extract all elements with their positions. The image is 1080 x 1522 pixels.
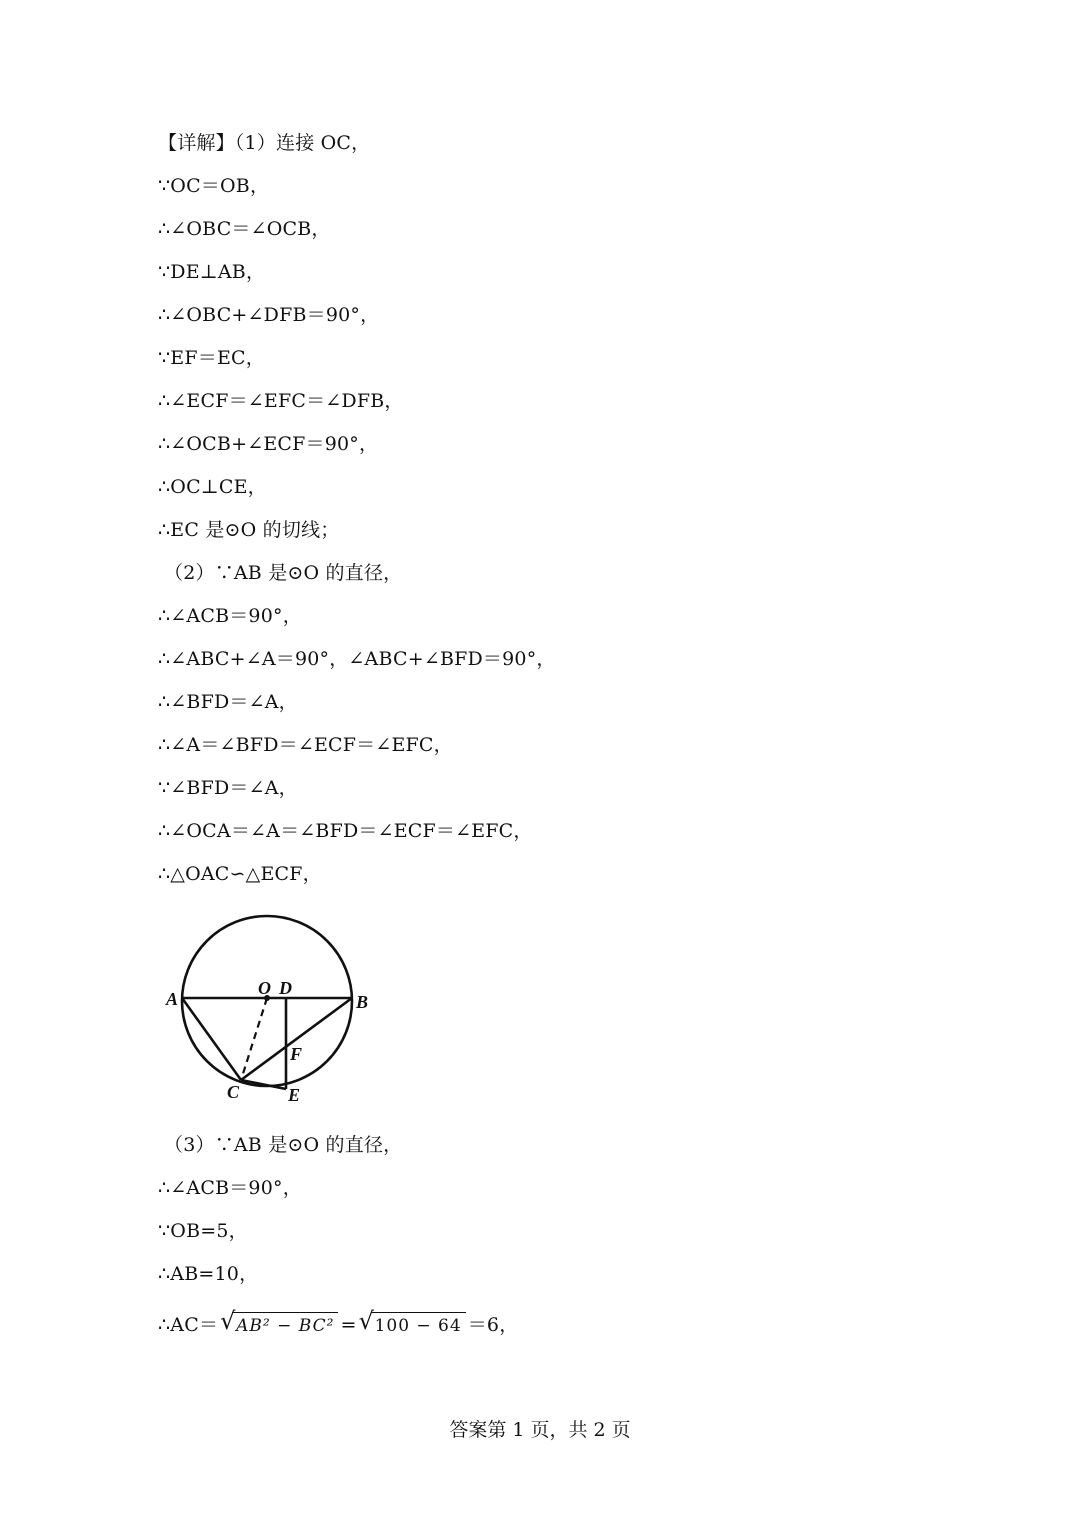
ac-result: ＝6， (467, 1314, 519, 1336)
solution-line-1: 【详解】（1）连接 OC， (158, 132, 371, 154)
geometry-figure (160, 905, 390, 1115)
solution-line-13: ∴∠ABC+∠A＝90°，∠ABC+∠BFD＝90°， (158, 648, 556, 670)
solution-line-4: ∵DE⊥AB， (158, 261, 266, 283)
solution-line-21: ∵OB=5， (158, 1220, 248, 1242)
solution-line-14: ∴∠BFD＝∠A， (158, 691, 298, 713)
radical-sign-icon: √ (358, 1307, 375, 1335)
radicand-2: 100 − 64 (371, 1312, 466, 1339)
solution-line-3: ∴∠OBC＝∠OCB， (158, 218, 331, 240)
solution-line-16: ∵∠BFD＝∠A， (158, 777, 298, 799)
solution-line-9: ∴OC⊥CE， (158, 476, 267, 498)
radical-sign-icon: √ (220, 1307, 236, 1335)
label-a: A (166, 989, 179, 1009)
solution-line-18: ∴△OAC∽△ECF， (158, 863, 322, 885)
segment-cb (241, 998, 352, 1080)
equals-sign: = (340, 1314, 357, 1336)
solution-line-8: ∴∠OCB+∠ECF＝90°， (158, 433, 379, 455)
label-f: F (290, 1044, 303, 1064)
solution-line-2: ∵OC＝OB， (158, 175, 270, 197)
label-c: C (227, 1082, 240, 1102)
solution-line-19: （3）∵AB 是⊙O 的直径， (164, 1134, 403, 1156)
solution-line-7: ∴∠ECF＝∠EFC＝∠DFB， (158, 390, 404, 412)
label-e: E (288, 1085, 301, 1105)
label-b: B (356, 992, 369, 1012)
solution-line-22: ∴AB=10， (158, 1263, 259, 1285)
solution-line-17: ∴∠OCA＝∠A＝∠BFD＝∠ECF＝∠EFC， (158, 820, 533, 842)
label-o: O (258, 978, 271, 998)
sqrt-expression-1 (220, 1307, 338, 1339)
page-footer: 答案第 1 页，共 2 页 (449, 1419, 631, 1441)
solution-line-12: ∴∠ACB＝90°， (158, 605, 302, 627)
solution-line-6: ∵EF＝EC， (158, 347, 265, 369)
sqrt-expression-2 (358, 1307, 466, 1339)
label-d: D (279, 978, 292, 998)
solution-line-10: ∴EC 是⊙O 的切线； (158, 519, 340, 541)
radicand-1: AB² − BC² (232, 1312, 338, 1339)
solution-line-15: ∴∠A＝∠BFD＝∠ECF＝∠EFC， (158, 734, 453, 756)
solution-line-5: ∴∠OBC+∠DFB＝90°， (158, 304, 380, 326)
ac-prefix: ∴AC＝ (158, 1314, 219, 1336)
solution-line-11: （2）∵AB 是⊙O 的直径， (164, 562, 403, 584)
segment-oc-dashed (241, 998, 267, 1080)
solution-line-23 (158, 1307, 519, 1339)
solution-line-20: ∴∠ACB＝90°， (158, 1177, 302, 1199)
